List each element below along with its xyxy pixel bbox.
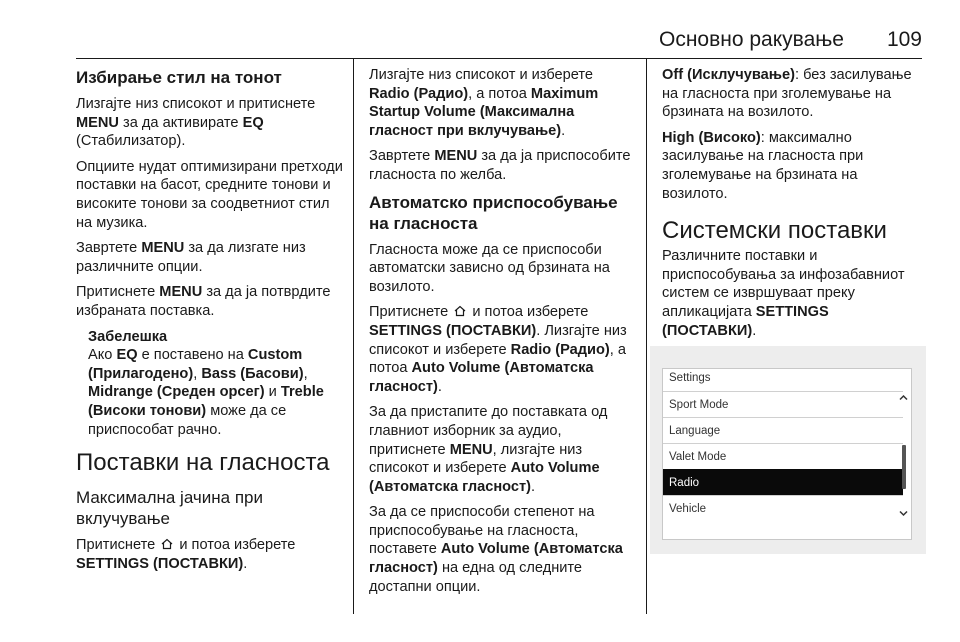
paragraph: Завртете MENU за да ја приспособите гласноста по желба. (369, 148, 631, 183)
heading-max-startup-volume: Максимална јачина при вклучување (76, 488, 263, 529)
page-number: 109 (886, 28, 922, 51)
column-divider-1 (353, 58, 354, 614)
paragraph: За да се приспособи степенот на приспособување на гласноста, поставете Auto Volume (Автоматска гласност) на една од следните достапни опции. (369, 504, 623, 595)
paragraph: Лизгајте низ списокот и притиснете MENU за да активирате EQ (Стабилизатор). (76, 96, 316, 150)
column-divider-2 (646, 58, 647, 614)
header-title: Основно ракување (658, 28, 844, 51)
menu-item-radio[interactable]: Radio (663, 469, 903, 495)
home-icon (454, 305, 466, 317)
header-rule (76, 58, 922, 59)
paragraph: Притиснете MENU за да ја потврдите избраната поставка. (76, 284, 331, 319)
paragraph: Притиснете и потоа изберете SETTINGS (ПОСТАВКИ). Лизгајте низ списокот и изберете Radio (Радио), а потоа Auto Volume (Автоматска гласност). (369, 304, 627, 395)
menu-item-vehicle[interactable]: Vehicle (663, 495, 903, 521)
paragraph: Притиснете и потоа изберете SETTINGS (ПОСТАВКИ). (76, 537, 296, 572)
chevron-down-icon[interactable] (899, 509, 908, 518)
paragraph: Различните поставки и приспособувања за инфозабавниот систем се извршуваат преку апликацијата SETTINGS (ПОСТАВКИ). (662, 248, 905, 339)
heading-system-settings: Системски поставки (662, 217, 887, 245)
heading-volume-settings: Поставки на гласноста (76, 449, 330, 477)
heading-auto-volume: Автоматско приспособување на гласноста (369, 192, 618, 233)
paragraph: Опциите нудат оптимизирани претходи поставки на басот, средните тонови и високите тонови за соодветниот стил на музика. (76, 158, 343, 231)
note-text: Ако EQ е поставено на Custom (Прилагодено), Bass (Басови), Midrange (Среден орсег) и Treble (Високи тонови) може да се приспособат рачно. (88, 347, 324, 438)
column-1 (76, 66, 346, 580)
scrollbar[interactable] (901, 397, 907, 515)
menu-item-valet-mode[interactable]: Valet Mode (663, 443, 903, 469)
paragraph: За да пристапите до поставката од главниот изборник за аудио, притиснете MENU, лизгајте низ списокот и изберете Auto Volume (Автоматска гласност). (369, 404, 608, 495)
page-header (76, 26, 922, 58)
settings-screen-illustration (650, 346, 926, 554)
menu-item-sport-mode[interactable]: Sport Mode (663, 391, 903, 417)
column-2 (369, 66, 637, 603)
column-3 (662, 66, 926, 347)
scrollbar-thumb[interactable] (902, 445, 906, 489)
settings-menu (662, 368, 912, 540)
home-icon (161, 538, 173, 550)
heading-tone-style: Избирање стил на тонот (76, 68, 282, 87)
paragraph: Завртете MENU за да лизгате низ различните опции. (76, 240, 306, 275)
note-title: Забелешка (88, 328, 168, 345)
paragraph: Лизгајте низ списокот и изберете Radio (Радио), а потоа Maximum Startup Volume (Максимална гласност при вклучување). (369, 67, 599, 139)
note-block (88, 328, 346, 440)
menu-item-language[interactable]: Language (663, 417, 903, 443)
paragraph: Гласноста може да се приспособи автоматски зависно од брзината на возилото. (369, 241, 610, 295)
paragraph: High (Високо): максимално засилување на гласноста при зголемување на брзината на возилото. (662, 129, 864, 202)
paragraph: Off (Исклучување): без засилување на гласноста при зголемување на брзината на возилото. (662, 67, 912, 121)
settings-title: Settings (669, 372, 711, 384)
